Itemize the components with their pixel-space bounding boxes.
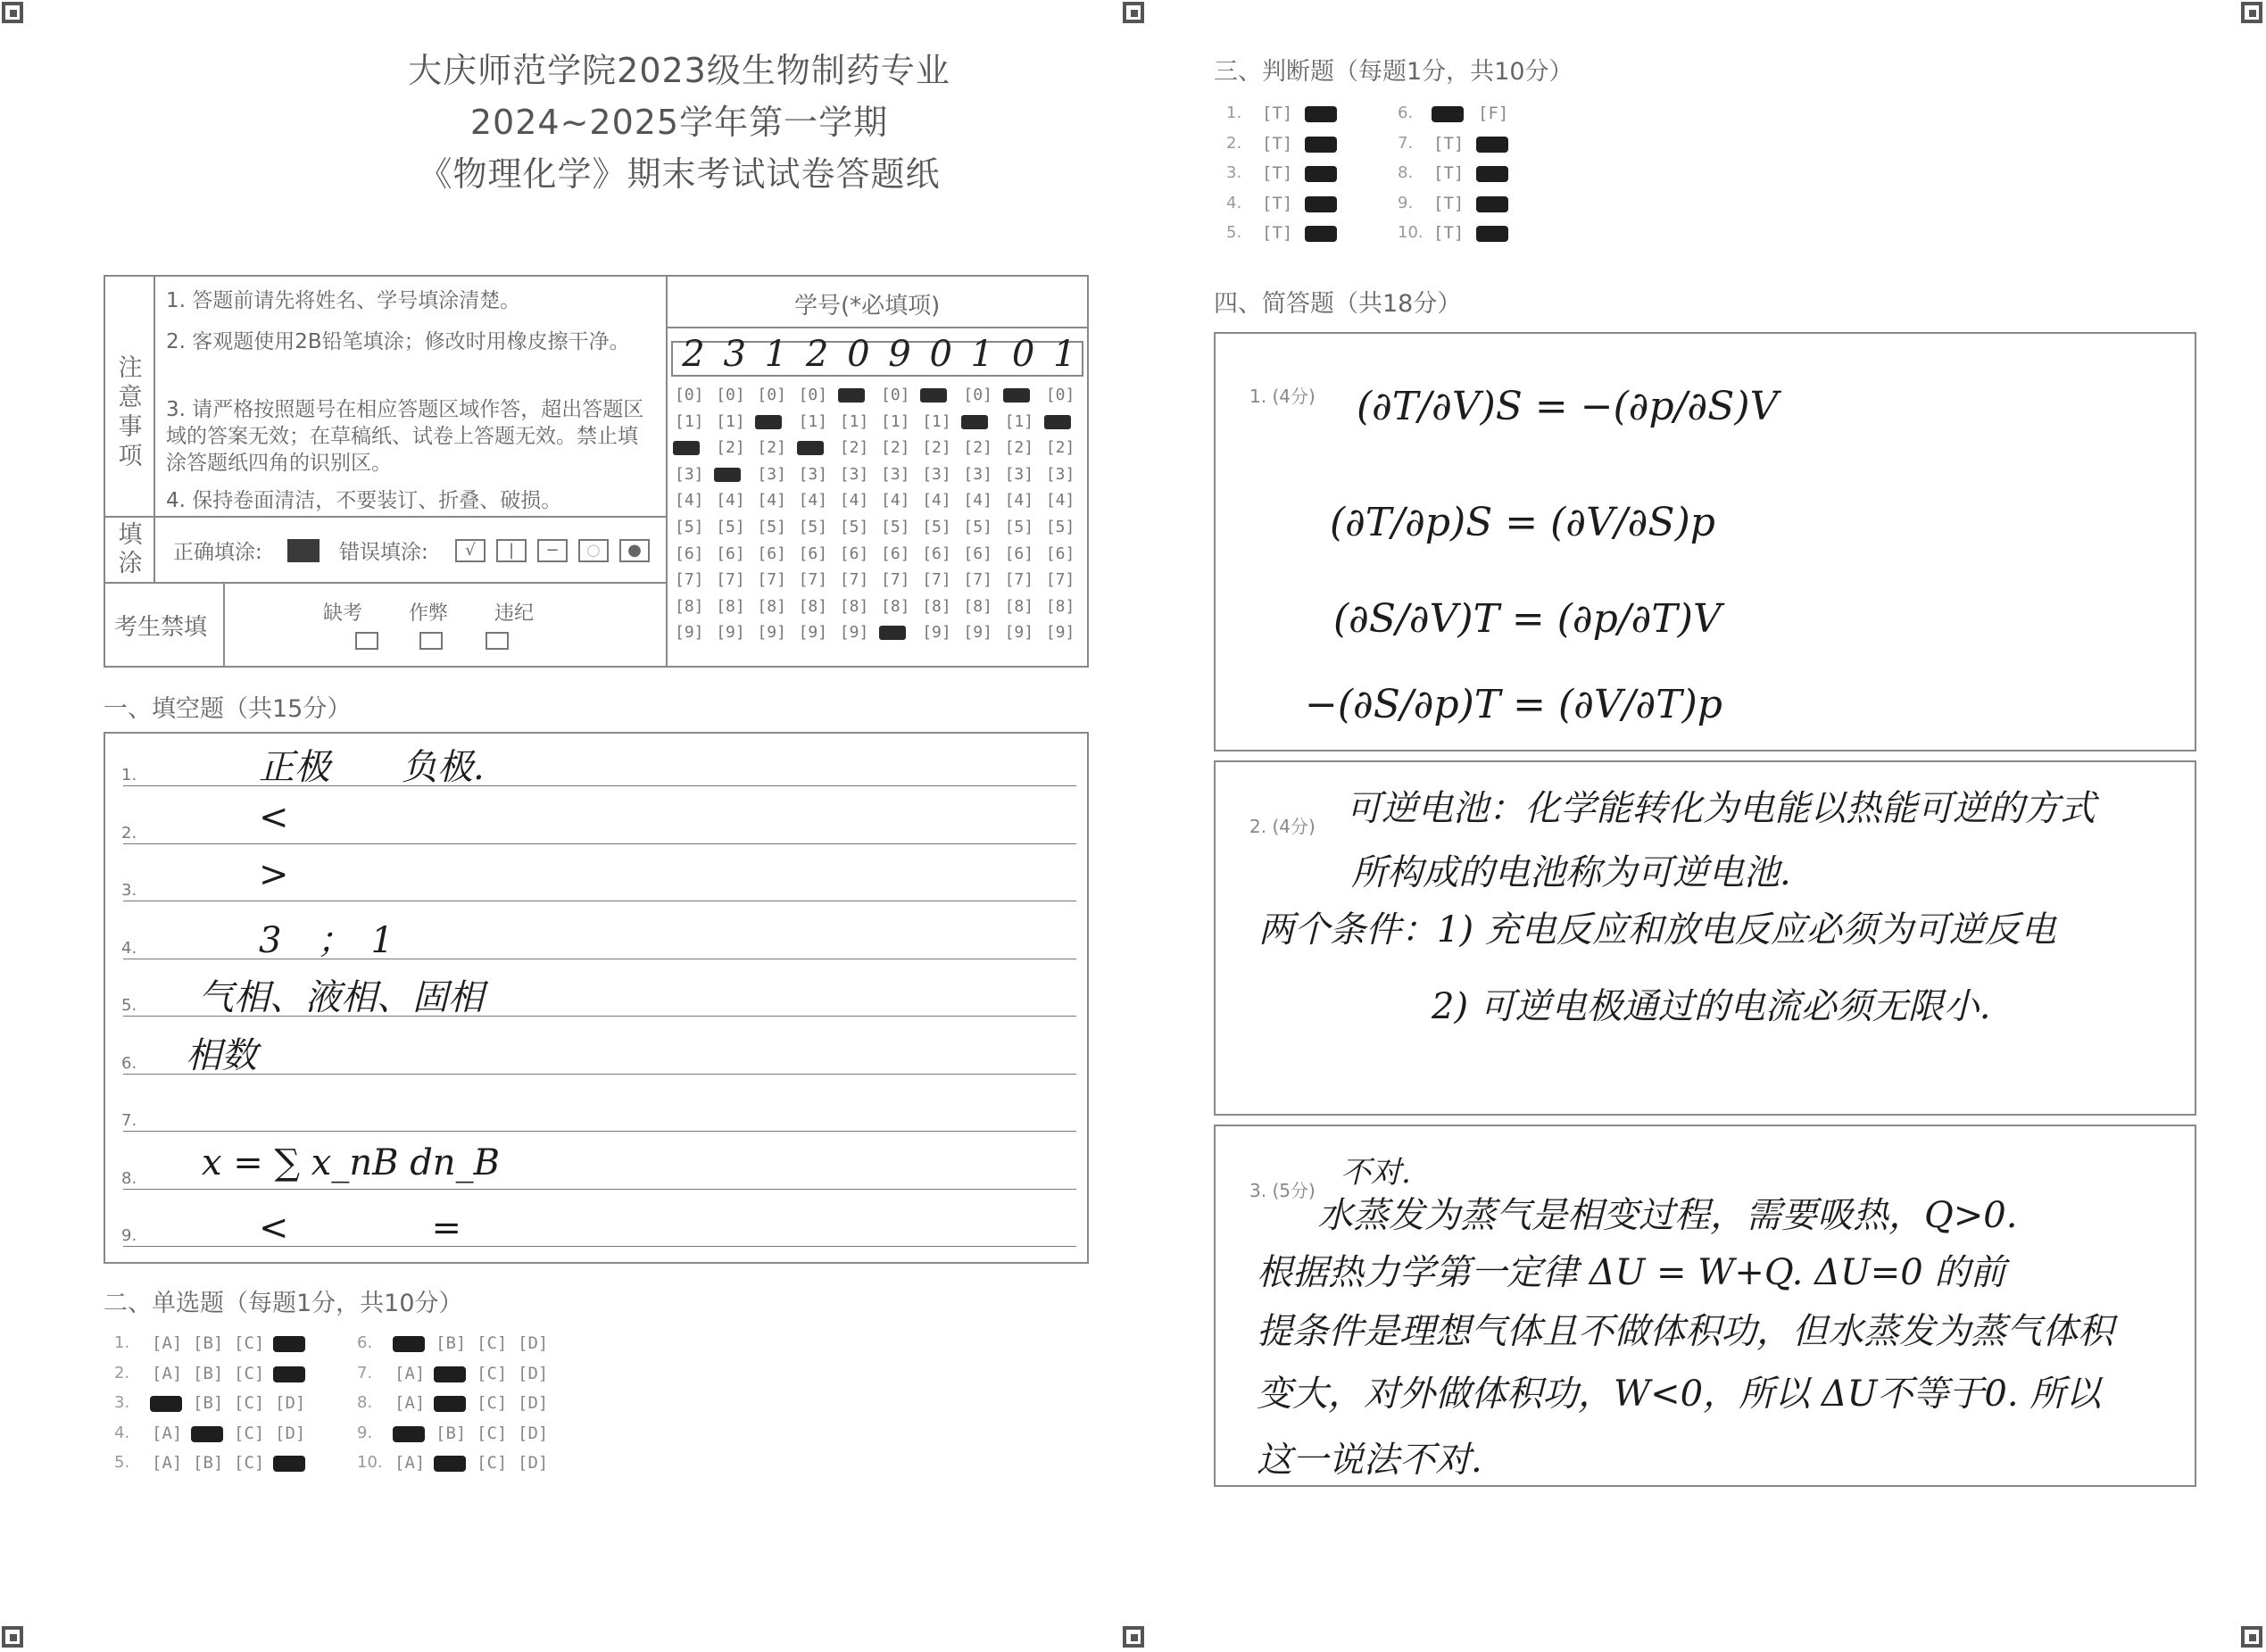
student-id-bubble[interactable] bbox=[963, 412, 992, 431]
single-choice-option-b[interactable]: [B] bbox=[193, 1453, 224, 1473]
student-id-bubble[interactable]: [5] bbox=[1045, 518, 1075, 536]
student-id-bubble[interactable]: [9] bbox=[757, 623, 786, 643]
true-false-option-t[interactable]: [T] bbox=[1433, 163, 1465, 183]
single-choice-option-a[interactable]: [A] bbox=[152, 1363, 183, 1383]
fill-in-row-line bbox=[123, 1131, 1076, 1132]
q1-line-1: (∂T/∂V)S = −(∂p/∂S)V bbox=[1357, 384, 1779, 429]
student-id-bubble[interactable]: [0] bbox=[798, 386, 828, 404]
single-choice-option-c[interactable]: [C] bbox=[234, 1453, 265, 1473]
single-choice-option-a[interactable]: [A] bbox=[152, 1423, 183, 1443]
true-false-option-t[interactable]: [T] bbox=[1433, 133, 1465, 154]
student-id-digit-2: 3 bbox=[723, 334, 746, 375]
student-id-bubble[interactable] bbox=[675, 438, 704, 457]
student-id-bubble[interactable] bbox=[922, 386, 951, 404]
single-choice-option-a[interactable] bbox=[152, 1393, 182, 1413]
fill-in-row-number: 9. bbox=[121, 1226, 137, 1245]
student-id-bubble[interactable]: [7] bbox=[757, 570, 786, 590]
single-choice-option-d[interactable]: [D] bbox=[518, 1333, 549, 1353]
student-id-bubble[interactable] bbox=[1005, 386, 1034, 404]
student-id-bubble[interactable] bbox=[757, 412, 786, 431]
student-id-bubble[interactable] bbox=[881, 623, 910, 642]
q2-line-3: 两个条件：1) 充电反应和放电反应必须为可逆反电 bbox=[1258, 909, 2056, 951]
student-id-digit-10: 1 bbox=[1053, 334, 1076, 375]
student-id-bubble[interactable]: [0] bbox=[757, 386, 786, 404]
title-line-2: 2024~2025学年第一学期 bbox=[469, 103, 889, 142]
student-id-header: 学号(*必填项) bbox=[794, 293, 941, 320]
student-id-bubble[interactable]: [8] bbox=[675, 596, 704, 616]
student-id-bubble[interactable]: [9] bbox=[839, 623, 869, 643]
student-id-bubble[interactable]: [6] bbox=[716, 544, 745, 563]
cheating-label: 作弊 bbox=[409, 602, 449, 625]
student-id-bubble[interactable]: [2] bbox=[839, 438, 869, 458]
true-false-option-f[interactable] bbox=[1307, 104, 1337, 123]
q3-line-5: 变大，对外做体积功，W<0，所以 ΔU不等于0. 所以 bbox=[1257, 1374, 2102, 1415]
student-id-bubble[interactable]: [7] bbox=[881, 570, 910, 590]
q1-label: 1. (4分) bbox=[1249, 386, 1316, 407]
student-id-bubble[interactable]: [5] bbox=[881, 518, 910, 536]
single-choice-option-d[interactable]: [D] bbox=[518, 1423, 549, 1443]
student-id-bubble[interactable]: [6] bbox=[839, 544, 869, 563]
single-choice-option-d[interactable] bbox=[275, 1453, 305, 1473]
student-id-bubble[interactable]: [1] bbox=[798, 411, 828, 431]
student-id-bubble[interactable]: [4] bbox=[963, 491, 992, 511]
student-id-digit-1: 2 bbox=[682, 334, 705, 375]
student-id-digit-4: 2 bbox=[805, 334, 829, 375]
student-id-bubble[interactable]: [3] bbox=[963, 464, 992, 484]
student-id-bubble[interactable]: [2] bbox=[881, 438, 910, 458]
fill-in-row-line bbox=[123, 1189, 1076, 1190]
q3-label: 3. (5分) bbox=[1249, 1180, 1316, 1201]
student-id-bubble[interactable]: [5] bbox=[1004, 518, 1034, 536]
student-id-bubble[interactable]: [8] bbox=[881, 596, 910, 616]
section2-heading: 二、单选题（每题1分，共10分） bbox=[104, 1290, 463, 1317]
true-false-option-f[interactable] bbox=[1478, 134, 1508, 154]
fill-in-answer-8: x = ∑ x_nB dn_B bbox=[202, 1141, 500, 1183]
student-id-digit-5: 0 bbox=[847, 334, 870, 375]
violation-label: 违纪 bbox=[494, 602, 535, 625]
q3-line-4: 提条件是理想气体且不做体积功，但水蒸发为蒸气体积 bbox=[1257, 1311, 2113, 1352]
q1-line-3: (∂S/∂V)T = (∂p/∂T)V bbox=[1333, 596, 1722, 642]
single-choice-option-b[interactable]: [B] bbox=[193, 1363, 224, 1383]
student-id-bubble[interactable]: [4] bbox=[675, 491, 704, 511]
registration-mark-bottom-left bbox=[2, 1626, 23, 1648]
student-id-digit-8: 1 bbox=[970, 334, 994, 375]
student-id-bubble[interactable]: [1] bbox=[1004, 411, 1034, 431]
student-id-bubble[interactable]: [1] bbox=[922, 411, 951, 431]
single-choice-question-number: 8. bbox=[357, 1393, 373, 1412]
single-choice-question-number: 10. bbox=[357, 1453, 383, 1472]
single-choice-option-c[interactable]: [C] bbox=[477, 1333, 508, 1353]
student-id-bubble[interactable]: [3] bbox=[675, 464, 704, 484]
q1-line-4: −(∂S/∂p)T = (∂V/∂T)p bbox=[1305, 682, 1722, 727]
single-choice-option-a[interactable] bbox=[394, 1424, 425, 1443]
notice-item-1: 1. 答题前请先将姓名、学号填涂清楚。 bbox=[166, 289, 521, 312]
student-id-bubble[interactable]: [9] bbox=[1004, 623, 1034, 643]
true-false-question-number: 8. bbox=[1398, 163, 1414, 182]
single-choice-question-number: 9. bbox=[357, 1423, 373, 1442]
fill-in-row-number: 7. bbox=[121, 1111, 137, 1130]
wrong-fill-sample-4: ○ bbox=[578, 539, 609, 562]
student-id-digit-6: 9 bbox=[888, 334, 911, 375]
single-choice-option-c[interactable]: [C] bbox=[234, 1333, 265, 1353]
true-false-question-number: 2. bbox=[1226, 133, 1242, 153]
student-id-bubble[interactable]: [4] bbox=[881, 491, 910, 511]
q1-line-2: (∂T/∂p)S = (∂V/∂S)p bbox=[1330, 500, 1715, 545]
fill-in-row-line bbox=[123, 1074, 1076, 1075]
fill-in-row-number: 5. bbox=[121, 996, 137, 1015]
true-false-option-f[interactable] bbox=[1307, 194, 1337, 213]
student-id-bubble[interactable]: [8] bbox=[716, 596, 745, 616]
single-choice-option-d[interactable] bbox=[275, 1364, 305, 1383]
student-id-bubble[interactable]: [8] bbox=[1045, 596, 1075, 616]
student-id-bubble[interactable]: [7] bbox=[798, 570, 828, 590]
single-choice-option-c[interactable]: [C] bbox=[477, 1363, 508, 1383]
true-false-option-f[interactable] bbox=[1478, 163, 1508, 183]
single-choice-option-c[interactable]: [C] bbox=[234, 1423, 265, 1443]
student-id-bubble[interactable] bbox=[840, 386, 869, 404]
student-id-bubble[interactable]: [9] bbox=[716, 623, 745, 643]
registration-mark-top-center bbox=[1123, 2, 1144, 23]
student-id-bubble[interactable]: [9] bbox=[963, 623, 992, 643]
student-id-bubble[interactable]: [7] bbox=[839, 570, 869, 590]
fill-in-answer-3: > bbox=[259, 854, 289, 895]
single-choice-option-c[interactable]: [C] bbox=[234, 1363, 265, 1383]
section1-heading: 一、填空题（共15分） bbox=[104, 695, 352, 723]
single-choice-question-number: 3. bbox=[114, 1393, 130, 1412]
fill-in-row-number: 2. bbox=[121, 823, 137, 843]
true-false-option-f[interactable] bbox=[1307, 134, 1337, 154]
student-id-bubble[interactable]: [9] bbox=[1045, 623, 1075, 643]
single-choice-option-d[interactable]: [D] bbox=[518, 1393, 549, 1413]
wrong-fill-sample-2: | bbox=[496, 539, 527, 562]
student-id-bubble[interactable]: [6] bbox=[675, 544, 704, 563]
student-id-bubble[interactable]: [2] bbox=[757, 438, 786, 458]
student-id-bubble[interactable] bbox=[716, 465, 745, 484]
student-id-bubble[interactable]: [8] bbox=[963, 596, 992, 616]
single-choice-option-d[interactable]: [D] bbox=[275, 1393, 306, 1413]
student-id-bubble[interactable]: [2] bbox=[1004, 438, 1034, 458]
student-id-bubble[interactable]: [8] bbox=[1004, 596, 1034, 616]
fill-in-row-number: 4. bbox=[121, 938, 137, 958]
registration-mark-top-right bbox=[2241, 2, 2262, 23]
q2-line-4: 2) 可逆电极通过的电流必须无限小. bbox=[1432, 986, 1991, 1027]
single-choice-question-number: 7. bbox=[357, 1363, 373, 1382]
correct-fill-sample bbox=[287, 539, 320, 562]
cheating-checkbox[interactable] bbox=[419, 632, 443, 650]
single-choice-option-d[interactable] bbox=[275, 1333, 305, 1353]
fill-in-row-number: 6. bbox=[121, 1053, 137, 1073]
student-id-bubble[interactable]: [0] bbox=[716, 386, 745, 404]
single-choice-option-a[interactable]: [A] bbox=[394, 1453, 426, 1473]
student-id-bubble[interactable]: [1] bbox=[675, 411, 704, 431]
true-false-question-number: 5. bbox=[1226, 223, 1242, 242]
student-id-bubble[interactable]: [2] bbox=[963, 438, 992, 458]
q2-line-1: 可逆电池：化学能转化为电能以热能可逆的方式 bbox=[1346, 788, 2096, 829]
q2-line-2: 所构成的电池称为可逆电池. bbox=[1351, 852, 1791, 893]
student-id-bubble[interactable]: [0] bbox=[675, 386, 704, 404]
student-id-bubble[interactable]: [3] bbox=[922, 464, 951, 484]
single-choice-option-b[interactable]: [B] bbox=[193, 1333, 224, 1353]
student-id-bubble[interactable]: [5] bbox=[922, 518, 951, 536]
single-choice-option-a[interactable]: [A] bbox=[152, 1333, 183, 1353]
absent-checkbox[interactable] bbox=[355, 632, 378, 650]
student-id-bubble[interactable]: [5] bbox=[839, 518, 869, 536]
student-id-bubble[interactable]: [7] bbox=[1045, 570, 1075, 590]
notice-item-4: 4. 保持卷面清洁，不要装订、折叠、破损。 bbox=[166, 489, 562, 512]
true-false-option-t[interactable]: [T] bbox=[1262, 193, 1293, 213]
registration-mark-bottom-right bbox=[2241, 1626, 2262, 1648]
fill-side-label: 填 涂 bbox=[118, 521, 143, 577]
notice-item-3: 3. 请严格按照题号在相应答题区域作答，超出答题区域的答案无效；在草稿纸、试卷上答题无效。禁止填涂答题纸四角的识别区。 bbox=[166, 398, 644, 475]
student-id-bubble[interactable]: [5] bbox=[757, 518, 786, 536]
single-choice-option-c[interactable]: [C] bbox=[234, 1393, 265, 1413]
true-false-option-t[interactable]: [T] bbox=[1433, 223, 1465, 243]
student-id-bubble[interactable]: [5] bbox=[963, 518, 992, 536]
student-id-bubble[interactable]: [4] bbox=[922, 491, 951, 511]
student-id-bubble[interactable]: [6] bbox=[1045, 544, 1075, 563]
fill-in-row-number: 8. bbox=[121, 1168, 137, 1188]
q3-line-1: 不对. bbox=[1341, 1155, 1411, 1191]
student-id-bubble[interactable]: [6] bbox=[963, 544, 992, 563]
single-choice-option-c[interactable]: [C] bbox=[477, 1423, 508, 1443]
student-id-digit-9: 0 bbox=[1011, 334, 1035, 375]
true-false-question-number: 1. bbox=[1226, 104, 1242, 122]
true-false-question-number: 7. bbox=[1398, 133, 1414, 153]
single-choice-option-d[interactable]: [D] bbox=[518, 1453, 549, 1473]
true-false-option-f[interactable] bbox=[1307, 223, 1337, 243]
single-choice-option-b[interactable] bbox=[436, 1453, 466, 1473]
student-id-bubble[interactable]: [3] bbox=[881, 464, 910, 484]
student-id-bubble[interactable]: [3] bbox=[757, 464, 786, 484]
student-id-bubble[interactable]: [9] bbox=[922, 623, 951, 643]
wrong-fill-label: 错误填涂: bbox=[339, 541, 428, 564]
fill-in-row-line bbox=[123, 843, 1076, 844]
student-id-bubble[interactable]: [3] bbox=[1045, 464, 1075, 484]
true-false-question-number: 3. bbox=[1226, 163, 1242, 182]
student-id-bubble[interactable]: [6] bbox=[757, 544, 786, 563]
student-id-bubble[interactable]: [9] bbox=[798, 623, 828, 643]
student-id-bubble[interactable]: [6] bbox=[1004, 544, 1034, 563]
forbidden-label: 考生禁填 bbox=[114, 614, 208, 641]
student-id-bubble[interactable]: [5] bbox=[716, 518, 745, 536]
section3-heading: 三、判断题（每题1分，共10分） bbox=[1214, 58, 1573, 86]
correct-fill-label: 正确填涂: bbox=[173, 541, 262, 564]
student-id-bubble[interactable]: [7] bbox=[963, 570, 992, 590]
single-choice-option-d[interactable]: [D] bbox=[275, 1423, 306, 1443]
q3-line-2: 水蒸发为蒸气是相变过程，需要吸热，Q>0. bbox=[1317, 1195, 2018, 1236]
single-choice-option-a[interactable]: [A] bbox=[394, 1393, 426, 1413]
student-id-bubble[interactable]: [4] bbox=[716, 491, 745, 511]
true-false-question-number: 9. bbox=[1398, 193, 1414, 212]
notice-side-label: 注 意 事 项 bbox=[118, 354, 143, 470]
student-id-bubble[interactable]: [9] bbox=[675, 623, 704, 643]
student-id-bubble[interactable]: [4] bbox=[839, 491, 869, 511]
wrong-fill-sample-3: − bbox=[537, 539, 568, 562]
single-choice-option-b[interactable]: [B] bbox=[193, 1393, 224, 1413]
true-false-option-t[interactable]: [T] bbox=[1262, 163, 1293, 183]
student-id-bubble[interactable]: [5] bbox=[798, 518, 828, 536]
true-false-option-f[interactable] bbox=[1478, 223, 1508, 243]
student-id-bubble[interactable]: [6] bbox=[922, 544, 951, 563]
student-id-bubble[interactable]: [4] bbox=[757, 491, 786, 511]
true-false-option-t[interactable]: [T] bbox=[1433, 193, 1465, 213]
single-choice-option-b[interactable]: [B] bbox=[436, 1333, 467, 1353]
wrong-fill-sample-1: √ bbox=[455, 539, 486, 562]
true-false-question-number: 4. bbox=[1226, 193, 1242, 212]
student-id-bubble[interactable] bbox=[1046, 412, 1075, 431]
registration-mark-bottom-center bbox=[1123, 1626, 1144, 1648]
true-false-option-f[interactable] bbox=[1478, 194, 1508, 213]
single-choice-question-number: 2. bbox=[114, 1363, 130, 1382]
student-id-bubble[interactable]: [2] bbox=[1045, 438, 1075, 458]
true-false-option-t[interactable]: [T] bbox=[1262, 104, 1293, 123]
student-id-bubble[interactable]: [3] bbox=[798, 464, 828, 484]
single-choice-option-c[interactable]: [C] bbox=[477, 1453, 508, 1473]
fill-in-row-number: 1. bbox=[121, 766, 137, 784]
single-choice-question-number: 6. bbox=[357, 1333, 373, 1352]
student-id-digit-3: 1 bbox=[764, 334, 788, 375]
student-id-bubble[interactable]: [7] bbox=[922, 570, 951, 590]
true-false-option-t[interactable]: [T] bbox=[1262, 133, 1293, 154]
fill-in-row-number: 3. bbox=[121, 881, 137, 900]
true-false-option-f[interactable] bbox=[1307, 163, 1337, 183]
true-false-question-number: 10. bbox=[1398, 223, 1424, 242]
wrong-fill-sample-5: ● bbox=[619, 539, 650, 562]
single-choice-option-b[interactable] bbox=[193, 1424, 223, 1443]
true-false-option-t[interactable] bbox=[1433, 104, 1464, 123]
registration-mark-top-left bbox=[2, 2, 23, 23]
single-choice-option-a[interactable] bbox=[394, 1333, 425, 1353]
student-id-bubble[interactable]: [8] bbox=[798, 596, 828, 616]
student-id-bubble[interactable]: [0] bbox=[881, 386, 910, 404]
student-id-bubble[interactable]: [4] bbox=[798, 491, 828, 511]
student-id-bubble[interactable]: [3] bbox=[839, 464, 869, 484]
notice-item-2: 2. 客观题使用2B铅笔填涂；修改时用橡皮擦干净。 bbox=[166, 330, 630, 353]
fill-in-answer-5: 气相、液相、固相 bbox=[198, 977, 484, 1018]
student-id-bubble[interactable]: [2] bbox=[716, 438, 745, 458]
student-id-bubble[interactable]: [4] bbox=[1045, 491, 1075, 511]
student-id-bubble[interactable]: [8] bbox=[757, 596, 786, 616]
title-line-3: 《物理化学》期末考试试卷答题纸 bbox=[418, 154, 941, 194]
fill-in-answer-9: < = bbox=[259, 1208, 462, 1249]
student-id-bubble[interactable]: [7] bbox=[716, 570, 745, 590]
student-id-bubble[interactable]: [7] bbox=[675, 570, 704, 590]
title-line-1: 大庆师范学院2023级生物制药专业 bbox=[408, 51, 950, 90]
q3-line-3: 根据热力学第一定律 ΔU = W+Q. ΔU=0 的前 bbox=[1257, 1252, 2006, 1293]
single-choice-option-b[interactable]: [B] bbox=[436, 1423, 467, 1443]
student-id-bubble[interactable]: [5] bbox=[675, 518, 704, 536]
fill-in-answer-1: 正极 负极. bbox=[259, 747, 485, 788]
true-false-option-f[interactable]: [F] bbox=[1478, 104, 1509, 123]
student-id-bubble[interactable]: [8] bbox=[839, 596, 869, 616]
fill-in-answer-2: < bbox=[259, 796, 289, 838]
true-false-option-t[interactable]: [T] bbox=[1262, 223, 1293, 243]
student-id-bubble[interactable]: [0] bbox=[963, 386, 992, 404]
fill-in-answer-4: 3 ； 1 bbox=[259, 919, 394, 961]
absent-label: 缺考 bbox=[323, 602, 363, 625]
single-choice-option-b[interactable] bbox=[436, 1364, 466, 1383]
student-id-bubble[interactable]: [4] bbox=[1004, 491, 1034, 511]
section4-heading: 四、简答题（共18分） bbox=[1214, 290, 1462, 318]
single-choice-option-c[interactable]: [C] bbox=[477, 1393, 508, 1413]
q2-label: 2. (4分) bbox=[1249, 816, 1316, 837]
single-choice-option-b[interactable] bbox=[436, 1393, 466, 1413]
student-id-bubble[interactable]: [1] bbox=[716, 411, 745, 431]
student-id-bubble[interactable]: [2] bbox=[922, 438, 951, 458]
student-id-bubble[interactable]: [7] bbox=[1004, 570, 1034, 590]
student-id-bubble[interactable] bbox=[799, 438, 828, 457]
student-id-bubble[interactable]: [8] bbox=[922, 596, 951, 616]
student-id-digit-7: 0 bbox=[929, 334, 952, 375]
single-choice-option-d[interactable]: [D] bbox=[518, 1363, 549, 1383]
student-id-bubble[interactable]: [1] bbox=[839, 411, 869, 431]
student-id-bubble[interactable]: [0] bbox=[1045, 386, 1075, 404]
true-false-question-number: 6. bbox=[1398, 104, 1414, 122]
single-choice-option-a[interactable]: [A] bbox=[152, 1453, 183, 1473]
student-id-bubble[interactable]: [3] bbox=[1004, 464, 1034, 484]
student-id-bubble[interactable]: [6] bbox=[798, 544, 828, 563]
q3-line-6: 这一说法不对. bbox=[1257, 1440, 1482, 1481]
student-id-bubble[interactable]: [6] bbox=[881, 544, 910, 563]
fill-in-answer-6: 相数 bbox=[186, 1034, 257, 1076]
student-id-bubble[interactable]: [1] bbox=[881, 411, 910, 431]
single-choice-question-number: 4. bbox=[114, 1423, 130, 1442]
single-choice-question-number: 1. bbox=[114, 1333, 130, 1352]
single-choice-question-number: 5. bbox=[114, 1453, 130, 1472]
violation-checkbox[interactable] bbox=[486, 632, 509, 650]
single-choice-option-a[interactable]: [A] bbox=[394, 1363, 426, 1383]
